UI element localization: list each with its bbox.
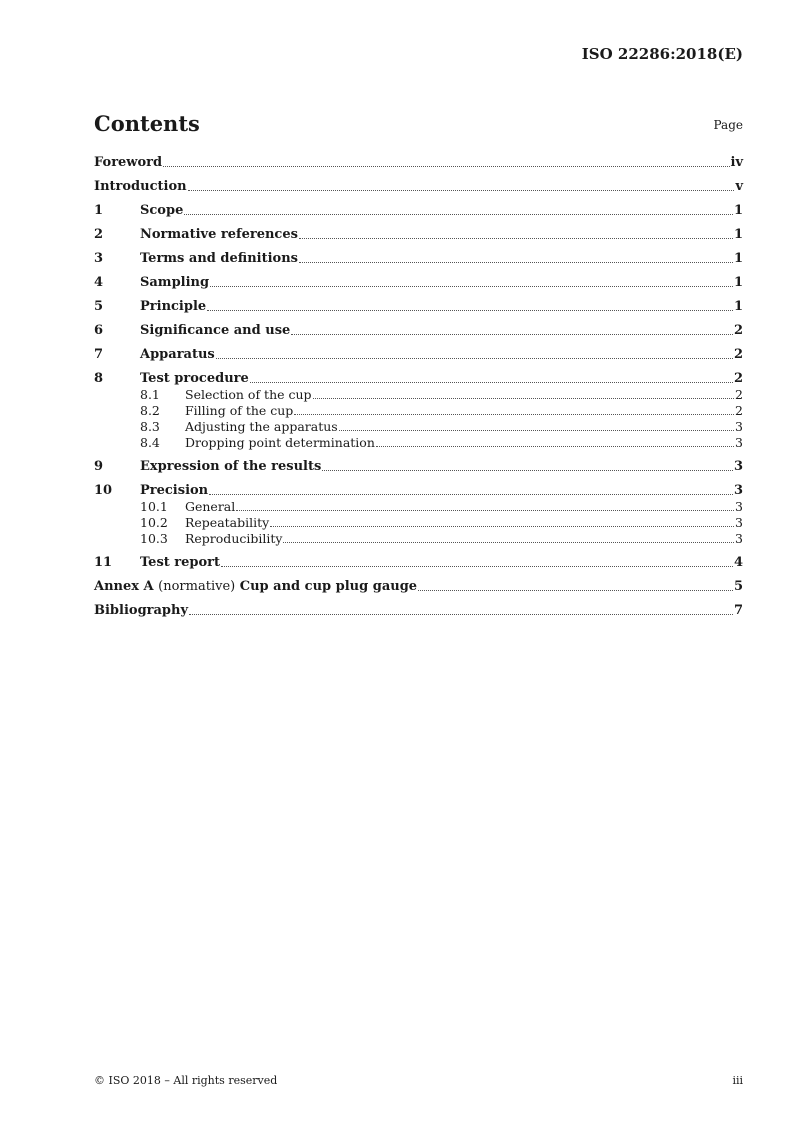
toc-section-number: 10 bbox=[94, 483, 113, 498]
toc-section-number: 6 bbox=[94, 323, 104, 338]
toc-subentry-reproducibility[interactable] bbox=[94, 531, 743, 547]
table-of-contents bbox=[94, 155, 743, 627]
toc-title: Selection of the cup bbox=[185, 387, 312, 402]
toc-subsection-number: 8.3 bbox=[140, 419, 160, 434]
toc-subentry-dropping-point-determination[interactable] bbox=[94, 435, 743, 451]
toc-entry-bibliography[interactable] bbox=[94, 603, 743, 619]
dot-leader bbox=[322, 470, 733, 471]
toc-subsection-number: 8.4 bbox=[140, 435, 160, 450]
dot-leader bbox=[250, 382, 733, 383]
toc-section-number: 8 bbox=[94, 371, 104, 386]
dot-leader bbox=[221, 566, 733, 567]
toc-page-number: 7 bbox=[733, 603, 743, 618]
toc-entry-introduction[interactable] bbox=[94, 179, 743, 195]
dot-leader bbox=[184, 214, 733, 215]
toc-entry-normative-references[interactable] bbox=[94, 227, 743, 243]
toc-title: Bibliography bbox=[94, 603, 189, 618]
toc-page-number: 2 bbox=[733, 323, 743, 338]
toc-entry-principle[interactable] bbox=[94, 299, 743, 315]
toc-page-number: 2 bbox=[735, 403, 743, 418]
toc-page-number: 4 bbox=[733, 555, 743, 570]
toc-page-number: 1 bbox=[733, 299, 743, 314]
toc-entry-test-report[interactable] bbox=[94, 555, 743, 571]
toc-title: Filling of the cup bbox=[185, 403, 294, 418]
toc-title: Significance and use bbox=[140, 323, 291, 338]
toc-entry-sampling[interactable] bbox=[94, 275, 743, 291]
toc-entry-expression-of-the-results[interactable] bbox=[94, 459, 743, 475]
dot-leader bbox=[313, 398, 734, 399]
toc-page-number: iv bbox=[730, 155, 743, 170]
toc-page-number: 1 bbox=[733, 251, 743, 266]
dot-leader bbox=[339, 430, 734, 431]
dot-leader bbox=[207, 310, 733, 311]
toc-page-number: 3 bbox=[733, 459, 743, 474]
toc-page-number: 1 bbox=[733, 227, 743, 242]
toc-subentry-adjusting-the-apparatus[interactable] bbox=[94, 419, 743, 435]
annex-qualifier: (normative) bbox=[158, 579, 236, 594]
toc-subentry-selection-of-the-cup[interactable] bbox=[94, 387, 743, 403]
toc-subentry-repeatability[interactable] bbox=[94, 515, 743, 531]
toc-title: Expression of the results bbox=[140, 459, 322, 474]
toc-page-number: 3 bbox=[735, 499, 743, 514]
dot-leader bbox=[270, 526, 734, 527]
toc-section-number: 7 bbox=[94, 347, 104, 362]
document-id: ISO 22286:2018(E) bbox=[581, 45, 743, 63]
dot-leader bbox=[299, 238, 733, 239]
dot-leader bbox=[376, 446, 734, 447]
annex-title: Cup and cup plug gauge bbox=[239, 579, 418, 594]
toc-title: Precision bbox=[140, 483, 209, 498]
toc-page-number: 1 bbox=[733, 203, 743, 218]
toc-title: Repeatability bbox=[185, 515, 270, 530]
toc-page-number: v bbox=[735, 179, 743, 194]
copyright-notice: © ISO 2018 – All rights reserved bbox=[94, 1074, 278, 1087]
toc-page-number: 5 bbox=[733, 579, 743, 594]
toc-title: Test report bbox=[140, 555, 221, 570]
toc-subentry-general[interactable] bbox=[94, 499, 743, 515]
toc-title: Dropping point determination bbox=[185, 435, 375, 450]
toc-page-number: 1 bbox=[733, 275, 743, 290]
contents-heading: Contents bbox=[94, 111, 200, 136]
toc-page-number: 2 bbox=[735, 387, 743, 402]
dot-leader bbox=[210, 286, 733, 287]
dot-leader bbox=[283, 542, 734, 543]
toc-title: Reproducibility bbox=[185, 531, 283, 546]
toc-page-number: 3 bbox=[735, 435, 743, 450]
dot-leader bbox=[299, 262, 733, 263]
toc-entry-significance-and-use[interactable] bbox=[94, 323, 743, 339]
toc-entry-annex-a[interactable] bbox=[94, 579, 743, 595]
toc-title: Normative references bbox=[140, 227, 298, 242]
toc-subentry-filling-of-the-cup[interactable] bbox=[94, 403, 743, 419]
toc-title: Apparatus bbox=[140, 347, 215, 362]
dot-leader bbox=[163, 166, 729, 167]
toc-page-number: 3 bbox=[735, 531, 743, 546]
toc-entry-foreword[interactable] bbox=[94, 155, 743, 171]
toc-title: General bbox=[185, 499, 236, 514]
toc-entry-scope[interactable] bbox=[94, 203, 743, 219]
page-column-label: Page bbox=[713, 118, 743, 132]
toc-section-number: 1 bbox=[94, 203, 104, 218]
dot-leader bbox=[189, 614, 733, 615]
toc-section-number: 3 bbox=[94, 251, 104, 266]
toc-title: Principle bbox=[140, 299, 207, 314]
toc-title: Introduction bbox=[94, 179, 187, 194]
toc-section-number: 9 bbox=[94, 459, 104, 474]
toc-title: Scope bbox=[140, 203, 184, 218]
toc-entry-precision[interactable] bbox=[94, 483, 743, 499]
page-number: iii bbox=[732, 1074, 743, 1087]
dot-leader bbox=[294, 414, 734, 415]
toc-subsection-number: 10.2 bbox=[140, 515, 168, 530]
dot-leader bbox=[216, 358, 733, 359]
toc-page-number: 2 bbox=[733, 347, 743, 362]
toc-subsection-number: 8.2 bbox=[140, 403, 160, 418]
toc-entry-test-procedure[interactable] bbox=[94, 371, 743, 387]
annex-label: Annex A bbox=[94, 579, 154, 594]
toc-title: Sampling bbox=[140, 275, 210, 290]
toc-title: Terms and definitions bbox=[140, 251, 298, 266]
toc-title: Adjusting the apparatus bbox=[185, 419, 338, 434]
dot-leader bbox=[188, 190, 735, 191]
dot-leader bbox=[209, 494, 733, 495]
toc-subsection-number: 8.1 bbox=[140, 387, 160, 402]
toc-title: Test procedure bbox=[140, 371, 249, 386]
toc-entry-apparatus[interactable] bbox=[94, 347, 743, 363]
toc-section-number: 4 bbox=[94, 275, 104, 290]
toc-section-number: 11 bbox=[94, 555, 113, 570]
toc-section-number: 2 bbox=[94, 227, 104, 242]
toc-title: Foreword bbox=[94, 155, 163, 170]
toc-subsection-number: 10.3 bbox=[140, 531, 168, 546]
dot-leader bbox=[291, 334, 733, 335]
toc-page-number: 3 bbox=[733, 483, 743, 498]
dot-leader bbox=[236, 510, 734, 511]
toc-page-number: 3 bbox=[735, 515, 743, 530]
toc-page-number: 2 bbox=[733, 371, 743, 386]
toc-page-number: 3 bbox=[735, 419, 743, 434]
toc-title bbox=[94, 579, 417, 595]
toc-entry-terms-and-definitions[interactable] bbox=[94, 251, 743, 267]
dot-leader bbox=[418, 590, 733, 591]
toc-subsection-number: 10.1 bbox=[140, 499, 168, 514]
toc-section-number: 5 bbox=[94, 299, 104, 314]
